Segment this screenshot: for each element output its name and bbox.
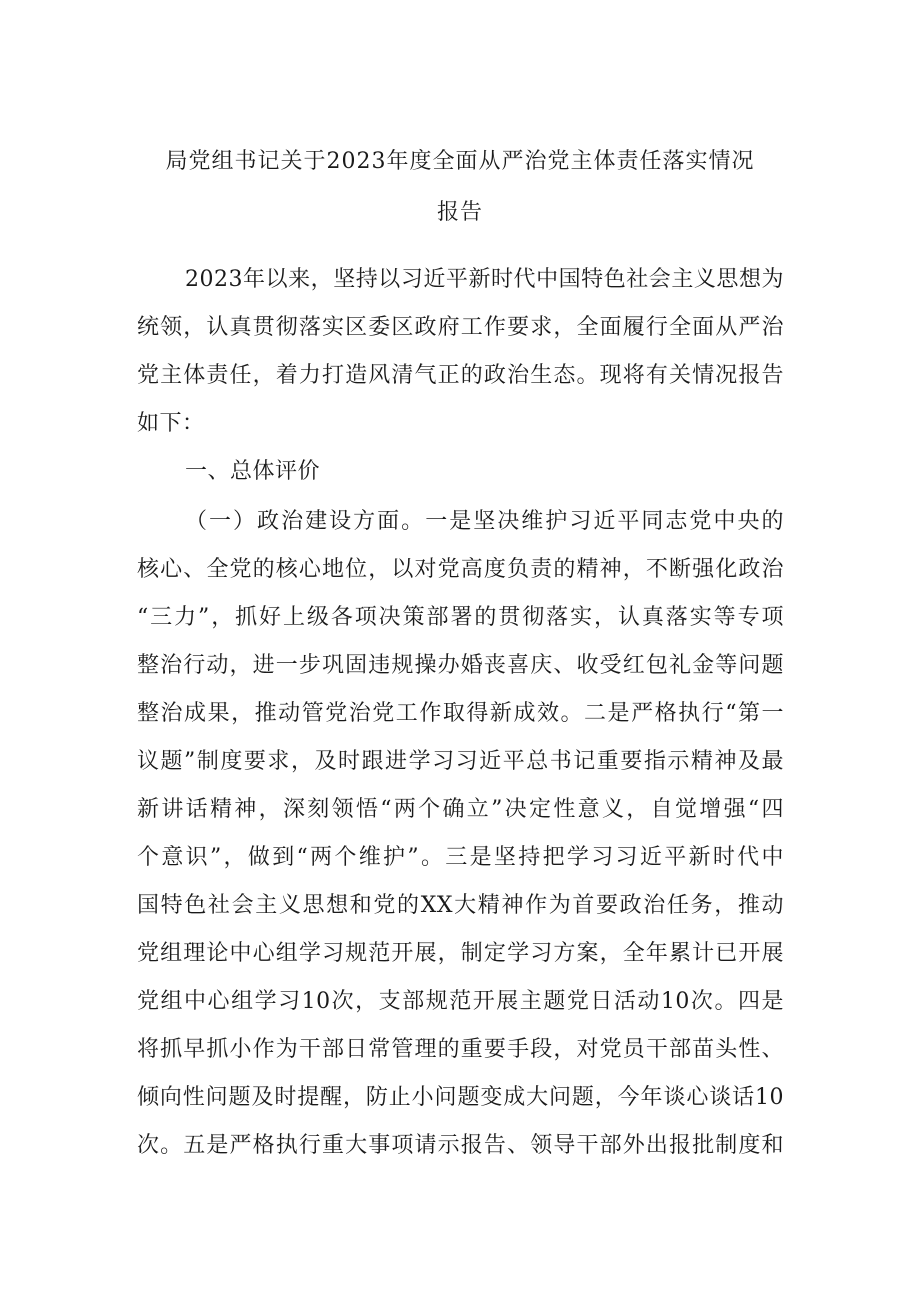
body-paragraph-line: 党组中心组学习10次，支部规范开展主题党日活动10次。四是: [137, 989, 784, 1014]
intro-paragraph-line: 统领，认真贯彻落实区委区政府工作要求，全面履行全面从严治: [137, 315, 784, 340]
section-heading: 一、总体评价: [185, 459, 321, 484]
document-title-line-2: 报告: [436, 200, 483, 225]
intro-paragraph-line: 2023年以来，坚持以习近平新时代中国特色社会主义思想为: [185, 267, 784, 292]
body-paragraph-line: 国特色社会主义思想和党的XX大精神作为首要政治任务，推动: [137, 893, 784, 918]
body-paragraph-line: 整治行动，进一步巩固违规操办婚丧喜庆、收受红包礼金等问题: [137, 653, 784, 678]
body-paragraph-line: （一）政治建设方面。一是坚决维护习近平同志党中央的: [185, 509, 784, 534]
body-paragraph-line: 个意识”，做到“两个维护”。三是坚持把学习习近平新时代中: [137, 845, 784, 870]
intro-paragraph-line: 如下：: [137, 411, 205, 436]
body-paragraph-line: 新讲话精神，深刻领悟“两个确立”决定性意义，自觉增强“四: [137, 797, 784, 822]
body-paragraph-line: 整治成果，推动管党治党工作取得新成效。二是严格执行“第一: [137, 701, 784, 726]
body-paragraph-line: 将抓早抓小作为干部日常管理的重要手段，对党员干部苗头性、: [137, 1037, 784, 1062]
document-title-line-1: 局党组书记关于2023年度全面从严治党主体责任落实情况: [165, 149, 755, 174]
body-paragraph-line: 议题”制度要求，及时跟进学习习近平总书记重要指示精神及最: [137, 749, 784, 774]
body-paragraph-line: 党组理论中心组学习规范开展，制定学习方案，全年累计已开展: [137, 941, 784, 966]
body-paragraph-line: “三力”，抓好上级各项决策部署的贯彻落实，认真落实等专项: [137, 605, 784, 630]
intro-paragraph-line: 党主体责任，着力打造风清气正的政治生态。现将有关情况报告: [137, 363, 784, 388]
body-paragraph-line: 倾向性问题及时提醒，防止小问题变成大问题，今年谈心谈话10: [137, 1085, 784, 1110]
body-paragraph-line: 核心、全党的核心地位，以对党高度负责的精神，不断强化政治: [137, 557, 784, 582]
body-paragraph-line: 次。五是严格执行重大事项请示报告、领导干部外出报批制度和: [137, 1133, 784, 1158]
